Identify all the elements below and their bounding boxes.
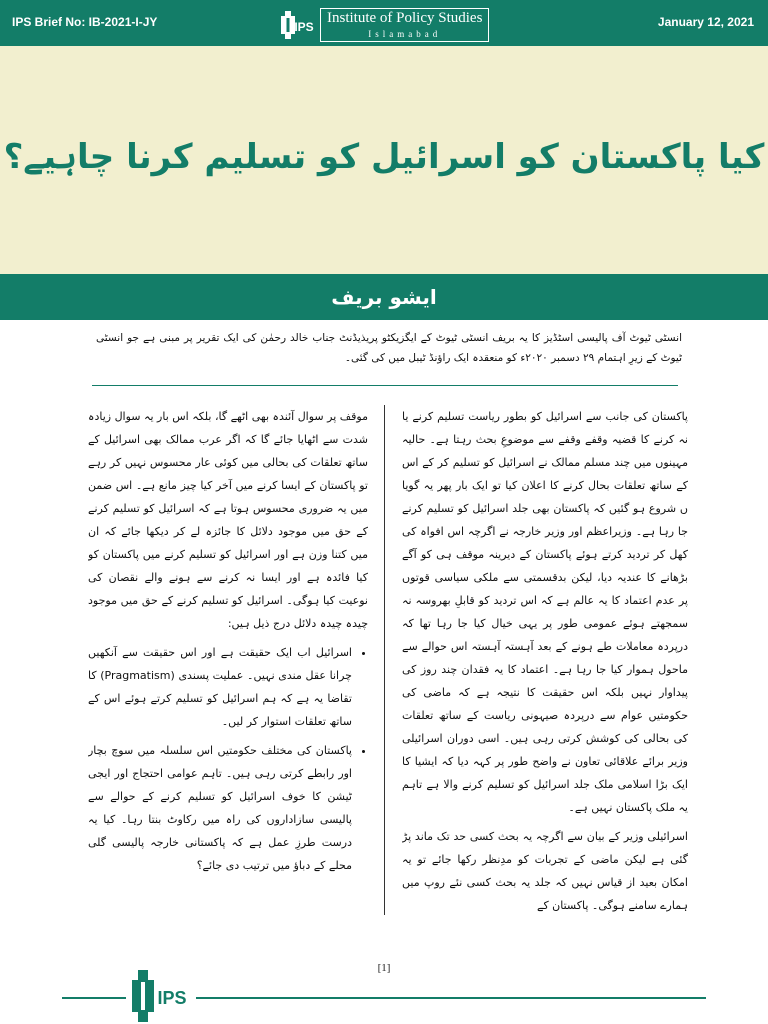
paragraph: موقف پر سوال آئندہ بھی اٹھے گا، بلکہ اس بار یہ سوال زیادہ شدت سے اٹھایا جائے گا کہ اگر عرب ممالک بھی اسرائیل کے ساتھ تعلقات کی بحالی میں کوئی عار محسوس نہیں کر رہے تو پاکستان کے ایسا کرنے میں آخر کیا چیز مانع ہے۔ اس ضمن میں یہ ضروری محسوس ہوتا ہے کہ اسرائیل کو تسلیم کرنے کے حق میں موجود دلائل کا جائزہ لے کر دیکھا جائے کہ ان میں کتنا وزن ہے اور اسرائیل کو تسلیم کرنے میں پاکستان کو کیا فائدہ ہے اور ایسا نہ کرنے سے ہونے والے نقصان کی نوعیت کیا ہوگی۔ اسرائیل کو تسلیم کرنے کے حق میں موجود چیدہ چیدہ دلائل درج ذیل ہیں: bbox=[88, 410, 368, 630]
issue-brief-label: ایشو بریف bbox=[331, 285, 437, 309]
publication-date: January 12, 2021 bbox=[657, 15, 754, 29]
issue-brief-band bbox=[0, 274, 768, 320]
brief-number: IPS Brief No: IB-2021-I-JY bbox=[12, 15, 158, 29]
left-column bbox=[88, 405, 368, 927]
intro-note: انسٹی ٹیوٹ آف پالیسی اسٹڈیز کا یہ بریف انسٹی ٹیوٹ کے ایگزیکٹو پریذیڈنٹ جناب خالد رحمٰن کی ایک تقریر پر مبنی ہے جو انسٹی ٹیوٹ کے زیرِ اہتمام ۲۹ دسمبر ۲۰۲۰ء کو منعقدہ ایک راؤنڈ ٹیبل میں کی گئی۔ bbox=[96, 332, 682, 364]
paragraph: اسرائیلی وزیر کے بیان سے اگرچہ یہ بحث کسی حد تک ماند پڑ گئی ہے لیکن ماضی کے تجربات کو مدِنظر رکھا جائے تو یہ امکان بعید از قیاس نہیں کہ جلد یہ بحث کسی نئے روپ میں ہمارے سامنے ہوگی۔ پاکستان کے bbox=[402, 830, 688, 912]
footer-rule-left bbox=[62, 997, 126, 999]
institute-city: Islamabad bbox=[368, 29, 442, 39]
institute-name-box bbox=[320, 8, 489, 42]
intro-divider bbox=[92, 385, 678, 386]
right-column bbox=[402, 405, 688, 927]
column-divider bbox=[384, 405, 385, 915]
logo-text: IPS bbox=[294, 20, 314, 34]
paragraph: پاکستان کی جانب سے اسرائیل کو بطور ریاست تسلیم کرنے یا نہ کرنے کا قضیہ وقفے وقفے سے موضوعِ بحث رہتا ہے۔ حالیہ مہینوں میں چند مسلم ممالک نے اسرائیل کو تسلیم کر کے اس کے ساتھ تعلقات بحال کرنے کا اعلان کیا تو ایک بار پھر یہ گویا ں شروع ہو گئیں کہ پاکستان بھی جلد اسرائیل کو تسلیم کرنے جا رہا ہے۔ وزیراعظم اور وزیر خارجہ نے اگرچہ اس افواہ کی کھل کر تردید کرتے ہوئے پاکستان کے دیرینہ موقف ہی کو آگے بڑھانے کا عندیہ دیا، لیکن بدقسمتی سے ملکی سیاسی قوتوں پر عدم اعتماد کا یہ عالم ہے کہ اس تردید کو قابلِ بھروسہ نہ سمجھتے ہوئے عمومی طور پر یہی خیال کیا جا رہا تھا کہ درپردہ معاملات طے ہونے کے بعد آہستہ آہستہ اس حوالے سے ماحول ہموار کیا جا رہا ہے۔ اعتماد کا یہ فقدان چند روز کی پیداوار نہیں بلکہ اس حقیقت کا نتیجہ ہے کہ ماضی کی حکومتیں عوام سے درپردہ صیہونی ریاست کے ساتھ تعلقات کی بحالی کی کوشش کرتی رہی ہیں۔ اسی دوران اسرائیلی وزیر برائے علاقائی تعاون نے واضح طور پر کہہ دیا کہ ایشیا کا ایک بڑا اسلامی ملک جلد اسرائیل کو تسلیم کرنے والا ہے تاہم یہ ملک پاکستان نہیں ہے۔ bbox=[402, 410, 688, 814]
institute-name: Institute of Policy Studies bbox=[327, 10, 483, 26]
header-bar bbox=[0, 0, 768, 46]
argument-list bbox=[88, 641, 368, 877]
list-item: • اسرائیل اب ایک حقیقت ہے اور اس حقیقت سے آنکھیں چرانا عقل مندی نہیں۔ عملیت پسندی (Pragmatism) کا تقاضا یہ ہے کہ ہم اسرائیل کو تسلیم کرتے ہوئے اس کے ساتھ تعلقات استوار کر لیں۔ bbox=[88, 641, 352, 733]
footer-rule-right bbox=[196, 997, 706, 999]
title-panel bbox=[0, 46, 768, 274]
institute-logo bbox=[280, 8, 489, 42]
list-item: • پاکستان کی مختلف حکومتیں اس سلسلہ میں سوچ بچار اور رابطے کرتی رہی ہیں۔ تاہم عوامی احتجاج اور ایجی ٹیشن کا خوف اسرائیل کو تسلیم کرنے کے حوالے سے پالیسی سازاداروں کی راہ میں رکاوٹ بنتا رہا۔ کیا یہ درست طرزِ عمل ہے کہ پاکستانی خارجہ پالیسی گلی محلے کے دباؤ میں ترتیب دی جائے؟ bbox=[88, 739, 352, 877]
footer-ips-logo-icon bbox=[128, 968, 192, 1024]
ips-logo-icon bbox=[280, 10, 316, 40]
page-title: کیا پاکستان کو اسرائیل کو تسلیم کرنا چاہیے؟ bbox=[3, 137, 765, 177]
page-number: [1] bbox=[377, 962, 391, 974]
footer-logo-text: IPS bbox=[157, 988, 187, 1008]
